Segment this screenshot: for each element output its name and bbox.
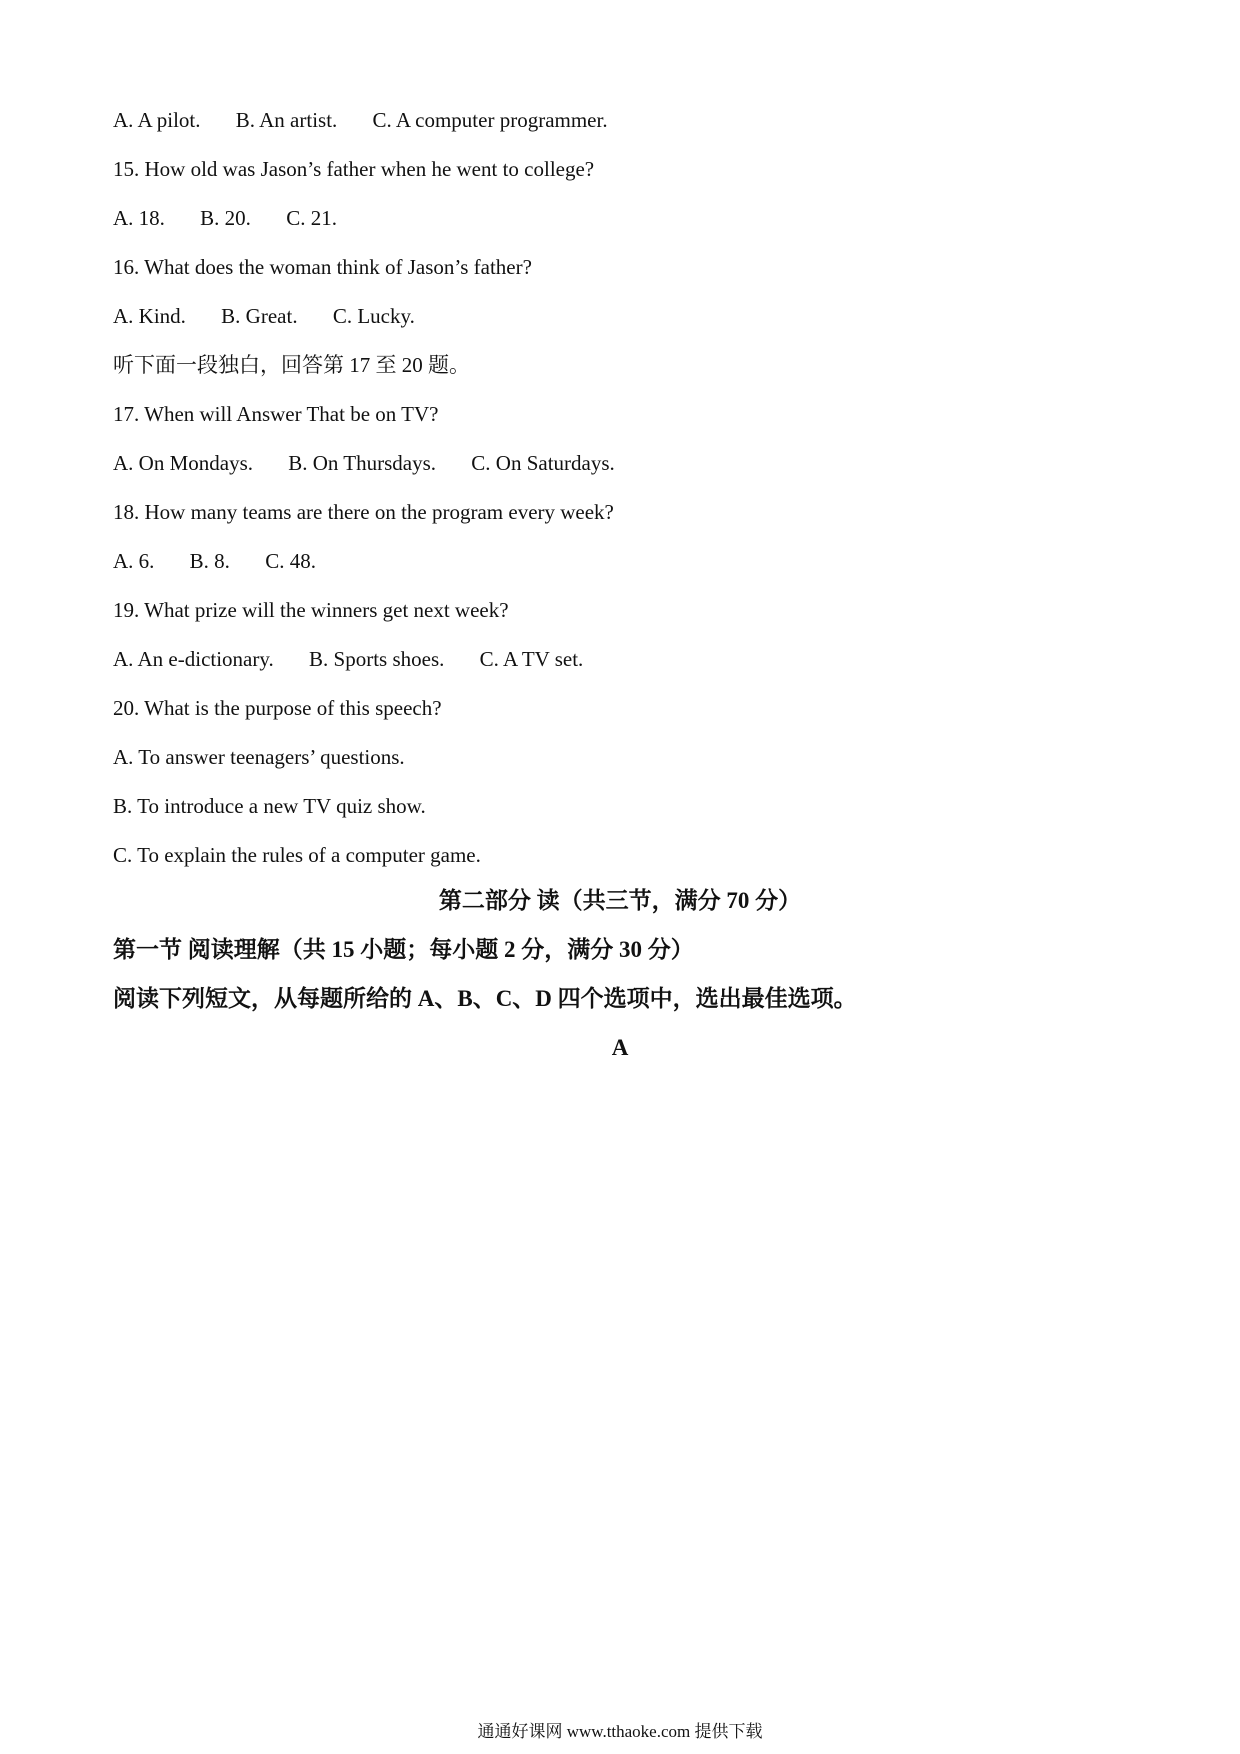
q15-option-a: A. 18. [113, 206, 165, 230]
q16-question: 16. What does the woman think of Jason’s father? [113, 255, 532, 279]
footer-source: 通通好课网 www.tthaoke.com 提供下载 [477, 1722, 763, 1741]
q17-options [113, 449, 615, 477]
q16-option-a: A. Kind. [113, 304, 186, 328]
q19-option-a: A. An e-dictionary. [113, 647, 274, 671]
q19-question: 19. What prize will the winners get next week? [113, 598, 509, 622]
q18-question: 18. How many teams are there on the program every week? [113, 500, 614, 524]
q18-option-b: B. 8. [189, 549, 230, 573]
q20-option-a: A. To answer teenagers’ questions. [113, 745, 405, 769]
q14-option-b: B. An artist. [235, 108, 338, 132]
q20-question: 20. What is the purpose of this speech? [113, 696, 442, 720]
q16-options [113, 302, 415, 330]
q17-question: 17. When will Answer That be on TV? [113, 402, 439, 426]
q14-option-a: A. A pilot. [113, 108, 201, 132]
q19-option-b: B. Sports shoes. [309, 647, 445, 671]
q16-option-c: C. Lucky. [332, 304, 415, 328]
q15-option-b: B. 20. [200, 206, 251, 230]
reading-instruction: 阅读下列短文，从每题所给的 A、B、C、D 四个选项中，选出最佳选项。 [113, 986, 857, 1011]
q14-option-c: C. A computer programmer. [372, 108, 608, 132]
q19-option-c: C. A TV set. [479, 647, 584, 671]
q14-options [113, 106, 608, 134]
q15-option-c: C. 21. [286, 206, 337, 230]
q15-options [113, 204, 337, 232]
q17-option-a: A. On Mondays. [113, 451, 253, 475]
q18-options [113, 547, 316, 575]
q18-option-a: A. 6. [113, 549, 155, 573]
section-one-title: 第一节 阅读理解（共 15 小题；每小题 2 分，满分 30 分） [113, 937, 694, 962]
part-two-title: 第二部分 读（共三节，满分 70 分） [438, 888, 802, 913]
q15-question: 15. How old was Jason’s father when he went to college? [113, 157, 595, 181]
q16-option-b: B. Great. [221, 304, 298, 328]
q17-option-b: B. On Thursdays. [288, 451, 437, 475]
q20-option-c: C. To explain the rules of a computer game. [113, 843, 481, 867]
q18-option-c: C. 48. [265, 549, 316, 573]
q19-options [113, 645, 583, 673]
passage-label: A [611, 1035, 629, 1060]
q20-option-b: B. To introduce a new TV quiz show. [113, 794, 426, 818]
q17-option-c: C. On Saturdays. [471, 451, 615, 475]
monologue-instruction: 听下面一段独白，回答第 17 至 20 题。 [113, 353, 470, 377]
